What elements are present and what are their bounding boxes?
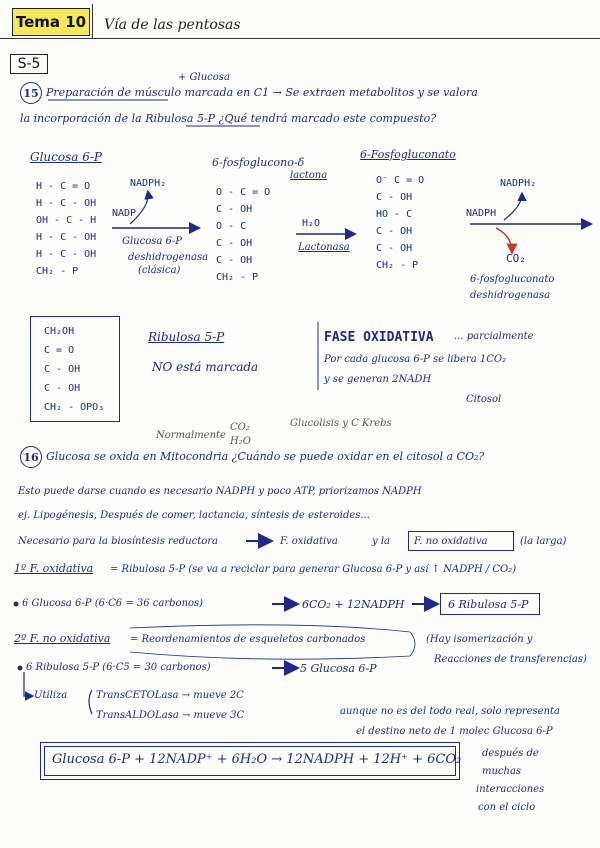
- ribulosa-result: 6 Ribulosa 5-P: [448, 598, 529, 611]
- q16-line2: Esto puede darse cuando es necesario NADPH y poco ATP, priorizamos NADPH: [18, 486, 422, 497]
- nadp-label-1: NADP: [112, 208, 137, 219]
- enzyme1-name: Glucosa 6-P: [122, 236, 182, 247]
- fase-no-oxidativa-desc: = Reordenamientos de esqueletos carbonados: [130, 634, 366, 645]
- enzyme2-name: 6-fosfogluconato: [470, 274, 555, 285]
- after-note-2: muchas: [482, 766, 522, 777]
- q15-line1: Preparación de músculo marcada en C1 → Se extraen metabolitos y se valora: [46, 86, 478, 99]
- tema-tag: Tema 10: [12, 8, 90, 36]
- enzyme1-name-3: (clásica): [138, 265, 181, 276]
- oxidativa-products: 6CO₂ + 12NADPH: [302, 598, 405, 611]
- q16-line4a: Necesario para la biosíntesis reductora: [18, 536, 218, 547]
- lactona-atom-3: C - OH: [216, 238, 253, 249]
- transcetolasa-line: TransCETOLasa → mueve 2C: [96, 690, 244, 701]
- fase-oxidativa-line1: Por cada glucosa 6-P se libera 1CO₂: [324, 354, 507, 365]
- fase-oxidativa-heading: 1º F. oxidativa: [14, 562, 94, 575]
- normalmente-co2: CO₂: [230, 422, 250, 433]
- fase-oxidativa-title: FASE OXIDATIVA: [324, 330, 434, 345]
- net-equation: Glucosa 6-P + 12NADP⁺ + 6H₂O → 12NADPH + 12H⁺ + 6CO₂: [52, 752, 462, 767]
- glucosa-note: + Glucosa: [178, 72, 230, 83]
- q15-line2: la incorporación de la Ribulosa 5-P ¿Qué tendrá marcado este compuesto?: [20, 112, 437, 125]
- normalmente-label: Normalmente: [156, 430, 226, 441]
- transaldolasa-line: TransALDOLasa → mueve 3C: [96, 710, 245, 721]
- ribulosa-carbons: 6 Ribulosa 5-P (6·C5 = 30 carbonos): [26, 662, 211, 673]
- glucosa-6p-atom-3: H - C - OH: [36, 232, 97, 243]
- real-note-1: aunque no es del todo real, solo representa: [340, 706, 561, 717]
- fase-oxidativa-line2: y se generan 2NADH: [324, 374, 432, 385]
- utiliza-label: Utiliza: [34, 690, 68, 701]
- nadph2-label-1: NADPH₂: [130, 178, 167, 189]
- lactona-atom-1: C - OH: [216, 204, 253, 215]
- citosol-label: Citosol: [466, 394, 502, 405]
- nadph2-label-2: NADPH₂: [500, 178, 537, 189]
- glucolisis-krebs-label: Glucolisis y C Krebs: [290, 418, 392, 429]
- lactona-atom-5: CH₂ - P: [216, 272, 259, 283]
- co2-label: CO₂: [506, 252, 526, 265]
- q16-line4d: F. no oxidativa: [414, 536, 488, 547]
- q16-line1: Glucosa se oxida en Mitocondria ¿Cuándo se puede oxidar en el citosol a CO₂?: [46, 450, 485, 463]
- normalmente-h2o: H₂O: [230, 436, 251, 447]
- enzyme1-name-2: deshidrogenasa: [128, 252, 209, 263]
- fosfogluconato-atom-1: C - OH: [376, 192, 413, 203]
- after-note-3: interacciones: [476, 784, 545, 795]
- ribulosa-atom-3: C - OH: [44, 383, 81, 394]
- q16-line4e: (la larga): [520, 536, 567, 547]
- nadph-curve-2: [504, 194, 522, 220]
- q16-line4b: F. oxidativa: [280, 536, 338, 547]
- glucosa-6p-atom-5: CH₂ - P: [36, 266, 79, 277]
- fase-oxidativa-desc: = Ribulosa 5-P (se va a reciclar para generar Glucosa 6-P y así ↑ NADPH / CO₂): [110, 564, 517, 575]
- glucosa-6p-atom-1: H - C - OH: [36, 198, 97, 209]
- fase-oxidativa-note: ... parcialmente: [454, 331, 534, 342]
- nadph-label-2: NADPH: [466, 208, 497, 219]
- fosfogluconato-label: 6-Fosfogluconato: [360, 148, 456, 161]
- ribulosa-atom-0: CH₂OH: [44, 326, 75, 337]
- lactona-atom-0: O - C = O: [216, 187, 271, 198]
- glucosa-6p-result: 5 Glucosa 6-P: [300, 662, 377, 675]
- glucosa-6p-atom-4: H - C - OH: [36, 249, 97, 260]
- question-15-number: 15: [20, 82, 42, 104]
- real-note-2: el destino neto de 1 molec Glucosa 6-P: [356, 726, 553, 737]
- lactona-label: 6-fosfoglucono-δ: [212, 156, 305, 169]
- section-label: S-5: [10, 54, 48, 74]
- fosfogluconato-atom-3: C - OH: [376, 226, 413, 237]
- after-note-1: después de: [482, 748, 539, 759]
- ribulosa-atom-4: CH₂ - OPO₃: [44, 402, 105, 413]
- fosfogluconato-atom-5: CH₂ - P: [376, 260, 419, 271]
- ribulosa-atom-2: C - OH: [44, 364, 81, 375]
- co2-curve: [496, 228, 512, 252]
- lactona-atom-4: C - OH: [216, 255, 253, 266]
- lactonasa-label: Lactonasa: [298, 242, 350, 253]
- glucosa-6p-carbons: 6 Glucosa 6-P (6·C6 = 36 carbonos): [22, 598, 204, 609]
- page-title: Vía de las pentosas: [104, 17, 241, 33]
- h2o-label: H₂O: [302, 218, 321, 229]
- q16-line3: ej. Lipogénesis, Después de comer, lactancia, síntesis de esteroides...: [18, 510, 370, 521]
- q16-line4c: y la: [372, 536, 390, 547]
- fase-no-oxidativa-heading: 2º F. no oxidativa: [14, 632, 111, 645]
- glucosa-6p-label: Glucosa 6-P: [30, 150, 102, 164]
- ribulosa-label: Ribulosa 5-P: [148, 330, 225, 344]
- after-note-4: con el ciclo: [478, 802, 536, 813]
- glucosa-6p-atom-0: H - C = O: [36, 181, 91, 192]
- ribulosa-atom-1: C = O: [44, 345, 75, 356]
- fosfogluconato-atom-0: O⁻ C = O: [376, 175, 425, 186]
- ribulosa-note: NO está marcada: [152, 360, 259, 374]
- nadph-curve-1: [130, 192, 148, 224]
- enzyme2-name-2: deshidrogenasa: [470, 290, 551, 301]
- fosfogluconato-atom-4: C - OH: [376, 243, 413, 254]
- lactona-atom-2: O - C: [216, 221, 247, 232]
- glucosa-6p-atom-2: OH - C - H: [36, 215, 97, 226]
- transferencias-note: Reacciones de transferencias): [434, 654, 587, 665]
- question-16-number: 16: [20, 446, 42, 468]
- fosfogluconato-atom-2: HO - C: [376, 209, 413, 220]
- lactona-label-2: lactona: [290, 170, 328, 181]
- isomerizacion-note: (Hay isomerización y: [426, 634, 533, 645]
